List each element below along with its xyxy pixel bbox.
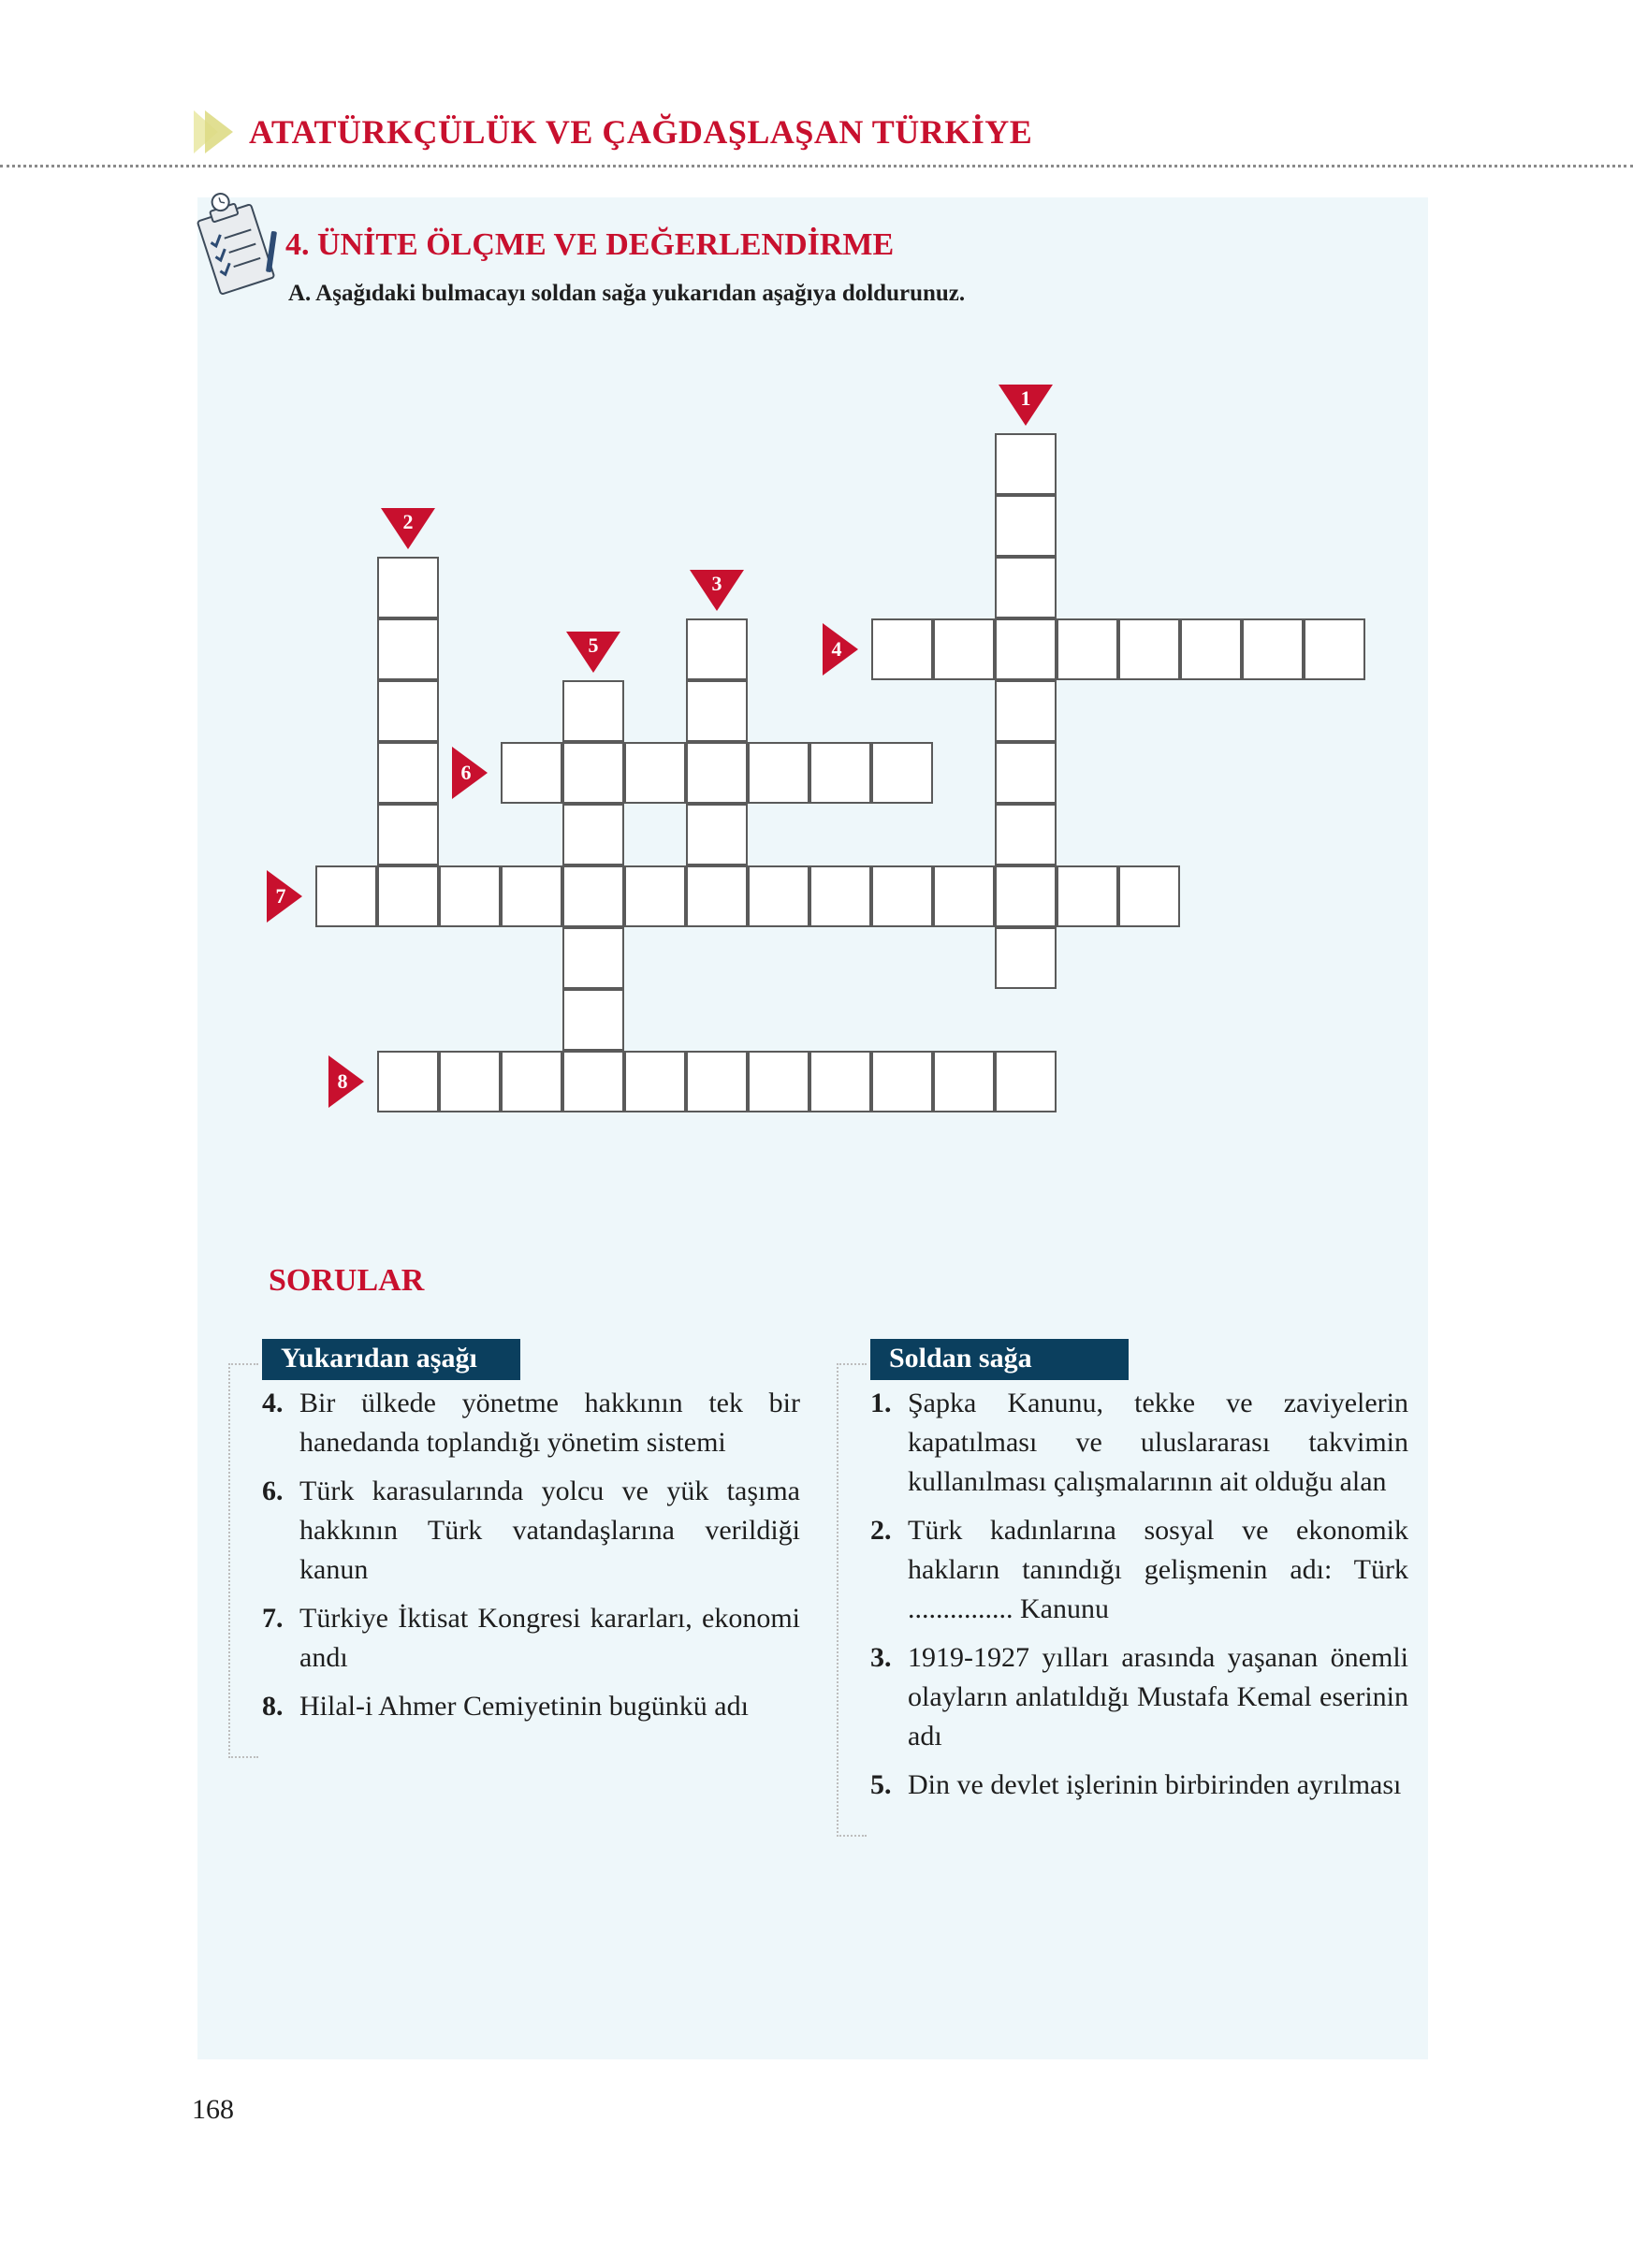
crossword-cell[interactable] — [686, 804, 748, 865]
crossword-cell[interactable] — [686, 865, 748, 927]
clue-number: 5. — [870, 1769, 892, 1800]
crossword-cell[interactable] — [995, 865, 1057, 927]
crossword-cell[interactable] — [995, 680, 1057, 742]
crossword-cell[interactable] — [624, 865, 686, 927]
crossword-cell[interactable] — [1118, 618, 1180, 680]
crossword-cell[interactable] — [1118, 865, 1180, 927]
entry-number: 5 — [588, 633, 599, 657]
clue-text: Türk kadınlarına sosyal ve ekonomik hakların tanındığı gelişmenin adı: Türk ............... Kanunu — [908, 1515, 1408, 1624]
right-arrow-marker-icon — [328, 1055, 364, 1108]
crossword-cell[interactable] — [686, 1051, 748, 1112]
page-number: 168 — [192, 2094, 234, 2125]
crossword-cell[interactable] — [562, 742, 624, 804]
clue-text: 1919-1927 yılları arasında yaşanan önemli olayların anlatıldığı Mustafa Kemal eserinin adı — [908, 1642, 1408, 1752]
entry-number: 4 — [831, 637, 842, 661]
clue-number: 4. — [262, 1388, 284, 1418]
crossword-cell[interactable] — [315, 865, 377, 927]
crossword-cell[interactable] — [809, 865, 871, 927]
entry-number: 7 — [275, 884, 286, 908]
clue-across-item — [870, 1766, 1408, 1805]
crossword-cell[interactable] — [809, 742, 871, 804]
crossword-cell[interactable] — [377, 865, 439, 927]
clue-number: 3. — [870, 1642, 892, 1673]
clue-across-item — [870, 1384, 1408, 1502]
crossword-cell[interactable] — [562, 1051, 624, 1112]
header-divider — [0, 165, 1633, 167]
crossword-cell[interactable] — [1057, 865, 1118, 927]
clue-text: Türk karasularında yolcu ve yük taşıma hakkının Türk vatandaşlarına verildiği kanun — [299, 1476, 800, 1585]
crossword-cell[interactable] — [995, 927, 1057, 989]
crossword-cell[interactable] — [686, 618, 748, 680]
crossword-cell[interactable] — [933, 618, 995, 680]
clue-number: 8. — [262, 1691, 284, 1722]
clues-across-column — [870, 1339, 1408, 1814]
clue-text: Hilal-i Ahmer Cemiyetinin bugünkü adı — [299, 1691, 749, 1722]
clue-down-item — [262, 1599, 800, 1678]
crossword-cell[interactable] — [748, 742, 809, 804]
clue-down-item — [262, 1472, 800, 1590]
crossword-cell[interactable] — [377, 742, 439, 804]
crossword-cell[interactable] — [871, 618, 933, 680]
crossword-cell[interactable] — [501, 742, 562, 804]
clue-text: Din ve devlet işlerinin birbirinden ayrılması — [908, 1769, 1402, 1800]
crossword-cell[interactable] — [995, 557, 1057, 618]
chapter-title: ATATÜRKÇÜLÜK VE ÇAĞDAŞLAŞAN TÜRKİYE — [249, 113, 1033, 151]
crossword-cell[interactable] — [562, 989, 624, 1051]
questions-heading: SORULAR — [269, 1263, 425, 1298]
crossword-cell[interactable] — [562, 804, 624, 865]
dotted-bracket — [228, 1363, 258, 1758]
clue-number: 6. — [262, 1476, 284, 1506]
crossword-cell[interactable] — [377, 680, 439, 742]
dotted-bracket — [837, 1363, 867, 1837]
crossword-cell[interactable] — [1304, 618, 1365, 680]
clues-down-label: Yukarıdan aşağı — [262, 1339, 520, 1380]
crossword-cell[interactable] — [624, 1051, 686, 1112]
crossword-cell[interactable] — [995, 742, 1057, 804]
instruction-text: A. Aşağıdaki bulmacayı soldan sağa yukarıdan aşağıya doldurunuz. — [288, 281, 966, 306]
clipboard-checklist-icon — [190, 190, 284, 298]
crossword-cell[interactable] — [995, 495, 1057, 557]
crossword-cell[interactable] — [995, 804, 1057, 865]
crossword-cell[interactable] — [748, 865, 809, 927]
crossword-cell[interactable] — [748, 1051, 809, 1112]
crossword-cell[interactable] — [995, 618, 1057, 680]
clue-across-item — [870, 1511, 1408, 1629]
crossword-cell[interactable] — [995, 433, 1057, 495]
crossword-cell[interactable] — [933, 865, 995, 927]
down-arrow-marker-icon — [381, 508, 435, 549]
clue-text: Türkiye İktisat Kongresi kararları, ekonomi andı — [299, 1603, 800, 1673]
crossword-cell[interactable] — [1242, 618, 1304, 680]
crossword-cell[interactable] — [624, 742, 686, 804]
right-arrow-marker-icon — [823, 623, 858, 676]
entry-number: 2 — [402, 510, 414, 533]
clue-across-item — [870, 1638, 1408, 1756]
right-arrow-marker-icon — [452, 747, 488, 799]
clues-down-column — [262, 1339, 800, 1736]
entry-number: 8 — [337, 1069, 348, 1093]
down-arrow-marker-icon — [690, 570, 744, 611]
crossword-cell[interactable] — [501, 865, 562, 927]
crossword-cell[interactable] — [809, 1051, 871, 1112]
clues-across-label: Soldan sağa — [870, 1339, 1129, 1380]
crossword-cell[interactable] — [933, 1051, 995, 1112]
entry-number: 1 — [1020, 386, 1031, 410]
clue-number: 7. — [262, 1603, 284, 1634]
crossword-cell[interactable] — [686, 680, 748, 742]
crossword-cell[interactable] — [501, 1051, 562, 1112]
clue-text: Bir ülkede yönetme hakkının tek bir hanedanda toplandığı yönetim sistemi — [299, 1388, 800, 1458]
crossword-cell[interactable] — [439, 865, 501, 927]
crossword-cell[interactable] — [377, 1051, 439, 1112]
crossword-cell[interactable] — [871, 865, 933, 927]
crossword-cell[interactable] — [439, 1051, 501, 1112]
clue-down-item — [262, 1384, 800, 1462]
crossword-cell[interactable] — [562, 680, 624, 742]
clues-across-list — [870, 1384, 1408, 1805]
crossword-cell[interactable] — [377, 618, 439, 680]
crossword-cell[interactable] — [377, 804, 439, 865]
clue-text: Şapka Kanunu, tekke ve zaviyelerin kapatılması ve uluslararası takvimin kullanılması çalışmalarının ait olduğu alan — [908, 1388, 1408, 1497]
crossword-cell[interactable] — [1180, 618, 1242, 680]
right-arrow-marker-icon — [267, 870, 302, 923]
crossword-cell[interactable] — [377, 557, 439, 618]
clue-down-item — [262, 1687, 800, 1726]
crossword-cell[interactable] — [871, 742, 933, 804]
entry-number: 6 — [460, 761, 472, 784]
clue-number: 1. — [870, 1388, 892, 1418]
entry-number: 3 — [711, 572, 722, 595]
double-chevron-right-icon — [194, 110, 241, 153]
down-arrow-marker-icon — [999, 385, 1053, 426]
crossword-cell[interactable] — [562, 865, 624, 927]
crossword-cell[interactable] — [686, 742, 748, 804]
crossword-cell[interactable] — [871, 1051, 933, 1112]
down-arrow-marker-icon — [566, 632, 620, 673]
unit-title: 4. ÜNİTE ÖLÇME VE DEĞERLENDİRME — [285, 227, 895, 262]
clue-number: 2. — [870, 1515, 892, 1546]
crossword-cell[interactable] — [995, 1051, 1057, 1112]
crossword-cell[interactable] — [562, 927, 624, 989]
clues-down-list — [262, 1384, 800, 1726]
crossword-cell[interactable] — [1057, 618, 1118, 680]
